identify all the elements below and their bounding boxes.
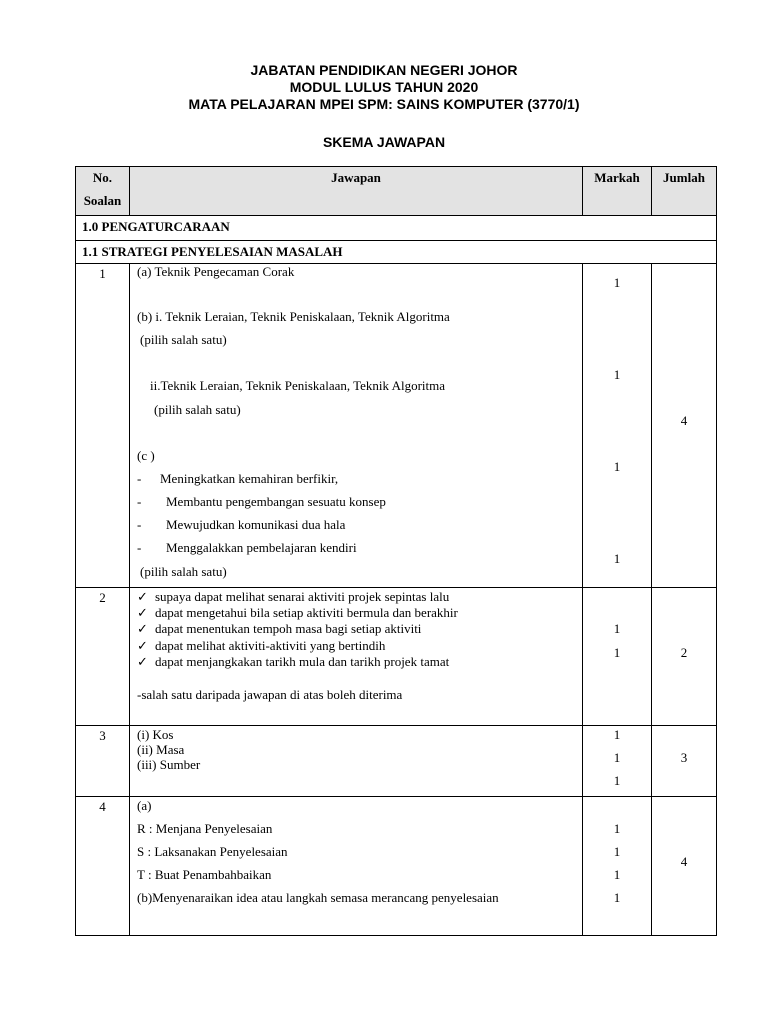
q1-part-c: (c ) xyxy=(137,448,155,463)
q2-marks-cell xyxy=(583,588,652,726)
checkmark-icon: ✓ xyxy=(137,589,148,604)
page-title: SKEMA JAWAPAN xyxy=(322,134,446,150)
header-cell-markah xyxy=(583,167,652,216)
q1-mark-4: 1 xyxy=(613,551,621,566)
checkmark-icon: ✓ xyxy=(137,621,148,636)
table-row-q2 xyxy=(76,588,717,726)
q3-item-1: (i) Kos xyxy=(137,727,174,742)
q4-mark-4: 1 xyxy=(613,890,621,905)
q3-total-cell xyxy=(652,726,717,797)
table-row-q3 xyxy=(76,726,717,797)
q1-mark-3: 1 xyxy=(613,459,621,474)
q3-number: 3 xyxy=(99,728,106,743)
header-line-1: JABATAN PENDIDIKAN NEGERI JOHOR xyxy=(250,62,518,78)
q2-item-1: ✓ supaya dapat melihat senarai aktiviti projek sepintas lalu xyxy=(137,589,450,604)
q2-mark-1: 1 xyxy=(613,621,621,636)
q4-mark-2: 1 xyxy=(613,844,621,859)
header-line-3: MATA PELAJARAN MPEI SPM: SAINS KOMPUTER (3770/1) xyxy=(188,96,580,112)
q4-answer-cell xyxy=(130,797,583,936)
q2-note: -salah satu daripada jawapan di atas boleh diterima xyxy=(137,687,403,702)
section-title-strategi: 1.1 STRATEGI PENYELESAIAN MASALAH xyxy=(82,244,343,259)
q1-part-a: (a) Teknik Pengecaman Corak xyxy=(137,264,295,279)
q4-mark-3: 1 xyxy=(613,867,621,882)
q1-part-c-note: (pilih salah satu) xyxy=(140,564,227,579)
q1-part-b-i-note: (pilih salah satu) xyxy=(140,332,227,347)
q3-mark-2: 1 xyxy=(613,750,621,765)
q4-total-cell xyxy=(652,797,717,936)
q4-marks-cell xyxy=(583,797,652,936)
bullet-dash: - xyxy=(137,540,142,555)
q3-total: 3 xyxy=(680,750,688,765)
q1-part-c-item-4: Menggalakkan pembelajaran kendiri xyxy=(166,540,357,555)
q4-no-cell xyxy=(76,797,130,936)
q4-mark-1: 1 xyxy=(613,821,621,836)
q2-item-5: ✓ dapat menjangkakan tarikh mula dan tarikh projek tamat xyxy=(137,654,450,669)
q1-total: 4 xyxy=(680,413,688,428)
section-cell xyxy=(76,241,717,264)
q4-item-r: R : Menjana Penyelesaian xyxy=(137,821,273,836)
q1-part-c-item-1: Meningkatkan kemahiran berfikir, xyxy=(160,471,339,486)
q3-mark-3: 1 xyxy=(613,773,621,788)
table-row-q1 xyxy=(76,264,717,588)
q4-item-s: S : Laksanakan Penyelesaian xyxy=(137,844,288,859)
checkmark-icon: ✓ xyxy=(137,654,148,669)
q2-item-2: ✓ dapat mengetahui bila setiap aktiviti bermula dan berakhir xyxy=(137,605,458,620)
q1-part-c-item-2: Membantu pengembangan sesuatu konsep xyxy=(166,494,386,509)
q1-part-b-ii: ii.Teknik Leraian, Teknik Peniskalaan, Teknik Algoritma xyxy=(150,378,446,393)
q1-part-b-i: (b) i. Teknik Leraian, Teknik Peniskalaan, Teknik Algoritma xyxy=(137,309,450,324)
q3-marks-cell xyxy=(583,726,652,797)
q1-marks-cell xyxy=(583,264,652,588)
q3-mark-1: 1 xyxy=(613,727,621,742)
q1-answer-cell xyxy=(130,264,583,588)
answer-scheme-table xyxy=(75,166,717,936)
q1-no-cell xyxy=(76,264,130,588)
col-jumlah-label: Jumlah xyxy=(663,170,705,185)
header-line-2: MODUL LULUS TAHUN 2020 xyxy=(289,79,479,95)
checkmark-icon: ✓ xyxy=(137,605,148,620)
col-no-label: No. xyxy=(92,170,113,185)
table-row-q4 xyxy=(76,797,717,936)
q1-mark-1: 1 xyxy=(613,275,621,290)
checkmark-icon: ✓ xyxy=(137,638,148,653)
q2-total: 2 xyxy=(680,645,688,660)
q1-mark-2: 1 xyxy=(613,367,621,382)
q3-item-2: (ii) Masa xyxy=(137,742,185,757)
header-cell-jawapan xyxy=(130,167,583,216)
q4-item-t: T : Buat Penambahbaikan xyxy=(137,867,272,882)
header-cell-no xyxy=(76,167,130,216)
q3-item-3: (iii) Sumber xyxy=(137,757,201,772)
q2-total-cell xyxy=(652,588,717,726)
q2-item-4: ✓ dapat melihat aktiviti-aktiviti yang bertindih xyxy=(137,638,386,653)
bullet-dash: - xyxy=(137,494,142,509)
section-row xyxy=(76,241,717,264)
section-title-pengaturcaraan: 1.0 PENGATURCARAAN xyxy=(82,219,230,234)
q4-part-b: (b)Menyenaraikan idea atau langkah semasa merancang penyelesaian xyxy=(137,890,499,905)
q1-total-cell xyxy=(652,264,717,588)
bullet-dash: - xyxy=(137,471,142,486)
q4-part-a: (a) xyxy=(137,798,152,813)
q1-part-b-ii-note: (pilih salah satu) xyxy=(154,402,241,417)
q1-part-c-item-3: Mewujudkan komunikasi dua hala xyxy=(166,517,346,532)
q2-no-cell xyxy=(76,588,130,726)
section-row xyxy=(76,216,717,241)
col-soalan-label: Soalan xyxy=(83,193,122,208)
q1-number: 1 xyxy=(99,266,106,281)
section-cell xyxy=(76,216,717,241)
q4-total: 4 xyxy=(680,854,688,869)
q3-no-cell xyxy=(76,726,130,797)
q3-answer-cell xyxy=(130,726,583,797)
q2-mark-2: 1 xyxy=(613,645,621,660)
q4-number: 4 xyxy=(99,799,106,814)
q2-item-3: ✓ dapat menentukan tempoh masa bagi setiap aktiviti xyxy=(137,621,422,636)
q2-answer-cell xyxy=(130,588,583,726)
q2-number: 2 xyxy=(99,590,106,605)
col-markah-label: Markah xyxy=(594,170,640,185)
col-jawapan-label: Jawapan xyxy=(331,170,381,185)
header-cell-jumlah xyxy=(652,167,717,216)
bullet-dash: - xyxy=(137,517,142,532)
table-header-row xyxy=(76,167,717,216)
